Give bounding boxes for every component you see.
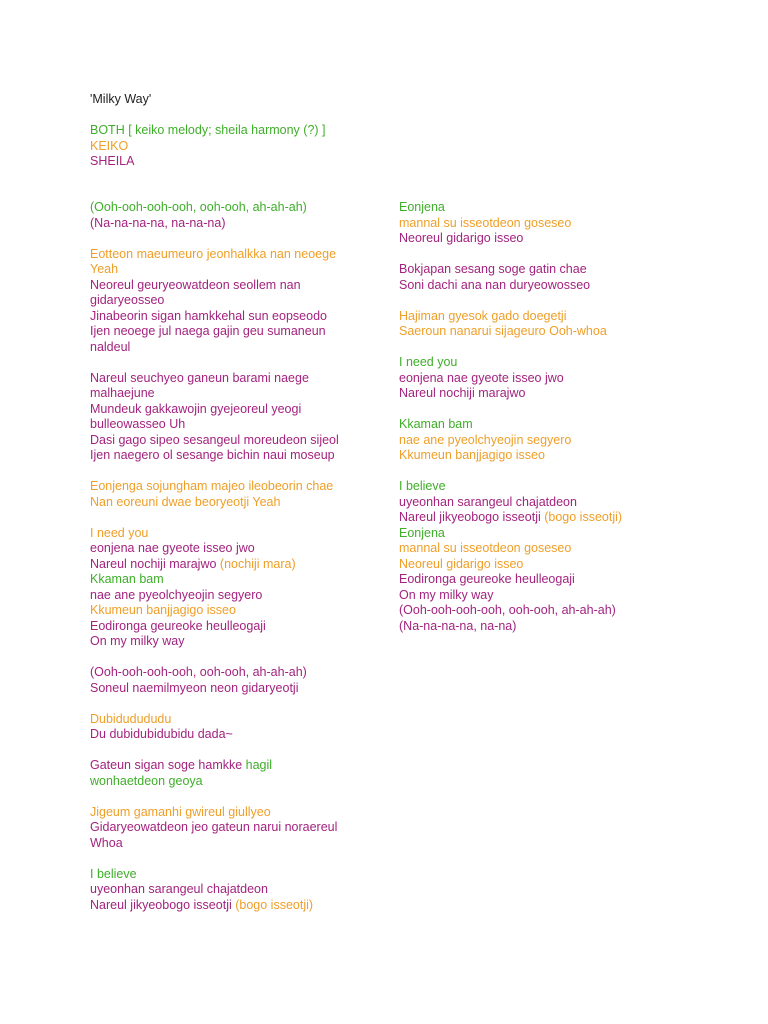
- lyric-line: [90, 433, 380, 449]
- lyric-stanza: [90, 371, 380, 464]
- lyric-line: [399, 324, 699, 340]
- lyric-segment-purple: eonjena nae gyeote isseo jwo: [90, 541, 255, 555]
- lyric-segment-purple: Nareul nochiji marajwo: [90, 556, 220, 571]
- lyric-segment-green: (Ooh-ooh-ooh-ooh, ooh-ooh, ah-ah-ah): [90, 200, 307, 214]
- lyric-line: [90, 634, 380, 650]
- lyric-line: [90, 479, 380, 495]
- lyric-line: [399, 541, 699, 557]
- lyric-segment-green: Eonjena: [399, 525, 445, 540]
- lyric-line: [90, 681, 380, 697]
- lyric-segment-purple: nae ane pyeolchyeojin segyero: [90, 587, 263, 602]
- lyric-line: [90, 293, 380, 309]
- lyric-line: [399, 309, 699, 325]
- lyric-line: [399, 386, 699, 402]
- lyric-segment-orange: Kkumeun banjjagigo isseo: [90, 603, 236, 617]
- lyric-line: [399, 262, 699, 278]
- lyric-segment-purple: Mundeuk gakkawojin gyejeoreul yeogi: [90, 401, 302, 416]
- lyric-segment-purple: Jinabeorin sigan hamkkehal sun eopseodo: [90, 308, 327, 323]
- lyric-segment-purple: Dasi gago sipeo sesangeul moreudeon sijeol: [90, 432, 339, 447]
- lyric-line: [90, 340, 380, 356]
- lyric-line: [399, 433, 699, 449]
- lyric-stanza: [90, 526, 380, 650]
- lyric-segment-purple: Nareul jikyeobogo isseotji: [399, 510, 545, 524]
- lyric-line: [90, 820, 380, 836]
- lyric-segment-orange: mannal su isseotdeon goseseo: [399, 215, 572, 230]
- lyric-line: [90, 867, 380, 883]
- lyric-segment-green: I need you: [399, 355, 458, 369]
- lyric-line: [90, 882, 380, 898]
- lyric-segment-green: wonhaetdeon geoya: [90, 773, 203, 788]
- lyric-line: [399, 216, 699, 232]
- lyric-segment-purple: Neoreul gidarigo isseo: [399, 231, 524, 245]
- lyric-segment-orange: Eonjenga sojungham majeo ileobeorin chae: [90, 479, 334, 493]
- lyric-segment-purple: Nareul jikyeobogo isseotji: [90, 897, 236, 912]
- lyric-segment-green: I believe: [399, 479, 446, 493]
- lyric-segment-green: Kkaman bam: [90, 572, 164, 586]
- lyric-line: [90, 758, 380, 774]
- lyric-line: [90, 805, 380, 821]
- lyric-line: [399, 417, 699, 433]
- lyric-stanza: [90, 665, 380, 696]
- lyric-segment-purple: Ijen neoege jul naega gajin geu sumaneun: [90, 324, 326, 338]
- lyric-stanza: [399, 355, 699, 402]
- lyric-segment-purple: uyeonhan sarangeul chajatdeon: [90, 882, 268, 896]
- lyric-stanza: [90, 867, 380, 914]
- lyric-segment-purple: malhaejune: [90, 386, 155, 400]
- lyric-segment-orange: Neoreul gidarigo isseo: [399, 556, 524, 571]
- lyric-line: [90, 836, 380, 852]
- lyric-line: [90, 898, 380, 914]
- color-legend: [90, 123, 326, 170]
- lyric-segment-orange: Dubidudududu: [90, 711, 172, 726]
- lyric-segment-purple: Whoa: [90, 835, 123, 850]
- lyric-segment-purple: eonjena nae gyeote isseo jwo: [399, 370, 564, 385]
- lyric-segment-purple: Neoreul geuryeowatdeon seollem nan: [90, 277, 301, 292]
- lyric-segment-orange: Hajiman gyesok gado doegetji: [399, 308, 567, 323]
- lyric-line: [90, 216, 380, 232]
- lyric-line: [90, 278, 380, 294]
- lyric-stanza: [90, 712, 380, 743]
- lyric-line: [90, 774, 380, 790]
- lyric-line: [90, 665, 380, 681]
- lyric-segment-orange: Kkumeun banjjagigo isseo: [399, 448, 545, 462]
- lyric-segment-purple: On my milky way: [90, 634, 185, 648]
- lyric-line: [90, 309, 380, 325]
- lyrics-column-left: [90, 200, 380, 929]
- lyric-segment-purple: gidaryeosseo: [90, 293, 165, 307]
- lyric-line: [90, 603, 380, 619]
- lyric-segment-orange: Yeah: [90, 262, 119, 276]
- lyric-segment-purple: Eodironga geureoke heulleogaji: [90, 618, 266, 633]
- lyric-line: [90, 200, 380, 216]
- lyric-line: [399, 588, 699, 604]
- lyric-segment-purple: (Na-na-na-na, na-na-na): [90, 215, 226, 230]
- lyric-segment-green: Eonjena: [399, 200, 445, 214]
- lyric-segment-green: hagil: [245, 758, 273, 772]
- lyric-segment-orange: I need you: [90, 525, 149, 540]
- lyric-line: [399, 371, 699, 387]
- lyric-line: [399, 510, 699, 526]
- lyric-line: [399, 448, 699, 464]
- lyric-stanza: [90, 758, 380, 789]
- lyric-segment-purple: naldeul: [90, 339, 131, 354]
- lyric-stanza: [399, 309, 699, 340]
- lyric-line: [90, 541, 380, 557]
- lyric-stanza: [399, 262, 699, 293]
- lyric-line: [399, 572, 699, 588]
- lyric-segment-purple: Nareul seuchyeo ganeun barami naege: [90, 370, 309, 385]
- lyric-line: [399, 526, 699, 542]
- lyric-segment-orange: Jigeum gamanhi gwireul giullyeo: [90, 804, 271, 819]
- lyric-line: [90, 557, 380, 573]
- lyric-line: [90, 247, 380, 263]
- lyric-line: [90, 526, 380, 542]
- lyric-line: [90, 495, 380, 511]
- lyric-segment-green: Kkaman bam: [399, 417, 473, 431]
- lyric-segment-purple: (Ooh-ooh-ooh-ooh, ooh-ooh, ah-ah-ah): [90, 665, 307, 679]
- lyric-stanza: [90, 479, 380, 510]
- lyric-segment-purple: Gateun sigan soge hamkke: [90, 758, 246, 772]
- lyric-segment-purple: Eodironga geureoke heulleogaji: [399, 572, 575, 586]
- lyric-stanza: [90, 247, 380, 356]
- lyric-stanza: [399, 479, 699, 634]
- lyric-segment-purple: Soni dachi ana nan duryeowosseo: [399, 277, 591, 292]
- lyric-line: [399, 619, 699, 635]
- lyric-segment-purple: bulleowasseo Uh: [90, 417, 186, 431]
- lyric-segment-orange: (nochiji mara): [219, 556, 296, 571]
- lyric-segment-purple: Du dubidubidubidu dada~: [90, 727, 233, 741]
- lyric-line: [399, 231, 699, 247]
- lyric-line: [90, 588, 380, 604]
- lyric-line: [90, 619, 380, 635]
- lyric-line: [90, 727, 380, 743]
- lyric-line: [399, 200, 699, 216]
- lyric-line: [90, 448, 380, 464]
- lyric-line: [399, 355, 699, 371]
- lyric-segment-purple: (Na-na-na-na, na-na): [399, 618, 517, 633]
- lyric-segment-green: I believe: [90, 866, 137, 881]
- lyric-line: [90, 262, 380, 278]
- lyric-line: [90, 402, 380, 418]
- lyric-line: [90, 417, 380, 433]
- lyric-line: [90, 371, 380, 387]
- lyric-stanza: [399, 200, 699, 247]
- lyric-line: [90, 386, 380, 402]
- lyric-segment-orange: (bogo isseotji): [235, 897, 314, 912]
- lyric-segment-purple: Ijen naegero ol sesange bichin naui moseup: [90, 448, 335, 462]
- lyric-line: [90, 324, 380, 340]
- lyric-segment-purple: Soneul naemilmyeon neon gidaryeotji: [90, 680, 299, 695]
- lyric-segment-orange: Saeroun nanarui sijageuro Ooh-whoa: [399, 324, 607, 338]
- lyric-segment-purple: Gidaryeowatdeon jeo gateun narui noraereul: [90, 820, 338, 834]
- lyric-stanza: [90, 805, 380, 852]
- lyric-stanza: [399, 417, 699, 464]
- lyric-segment-purple: Nareul nochiji marajwo: [399, 386, 526, 400]
- lyric-line: [399, 557, 699, 573]
- lyric-segment-orange: (bogo isseotji): [544, 510, 623, 524]
- lyric-segment-orange: nae ane pyeolchyeojin segyero: [399, 432, 572, 447]
- lyric-line: [399, 495, 699, 511]
- legend-sheila: SHEILA: [90, 154, 135, 168]
- lyric-segment-purple: (Ooh-ooh-ooh-ooh, ooh-ooh, ah-ah-ah): [399, 603, 616, 617]
- lyric-line: [399, 278, 699, 294]
- lyric-line: [399, 603, 699, 619]
- lyric-segment-purple: uyeonhan sarangeul chajatdeon: [399, 494, 577, 509]
- lyric-segment-orange: mannal su isseotdeon goseseo: [399, 541, 572, 555]
- page-title: 'Milky Way': [90, 92, 152, 106]
- lyric-segment-orange: Nan eoreuni dwae beoryeotji Yeah: [90, 494, 281, 509]
- lyric-line: [90, 712, 380, 728]
- lyric-segment-purple: On my milky way: [399, 587, 494, 602]
- legend-both: BOTH [ keiko melody; sheila harmony (?) ]: [90, 123, 326, 137]
- lyrics-column-right: [399, 200, 699, 650]
- lyric-segment-orange: Eotteon maeumeuro jeonhalkka nan neoege: [90, 246, 337, 261]
- lyric-line: [399, 479, 699, 495]
- legend-keiko: KEIKO: [90, 138, 129, 153]
- lyric-line: [90, 572, 380, 588]
- lyric-segment-purple: Bokjapan sesang soge gatin chae: [399, 262, 587, 276]
- lyric-stanza: [90, 200, 380, 231]
